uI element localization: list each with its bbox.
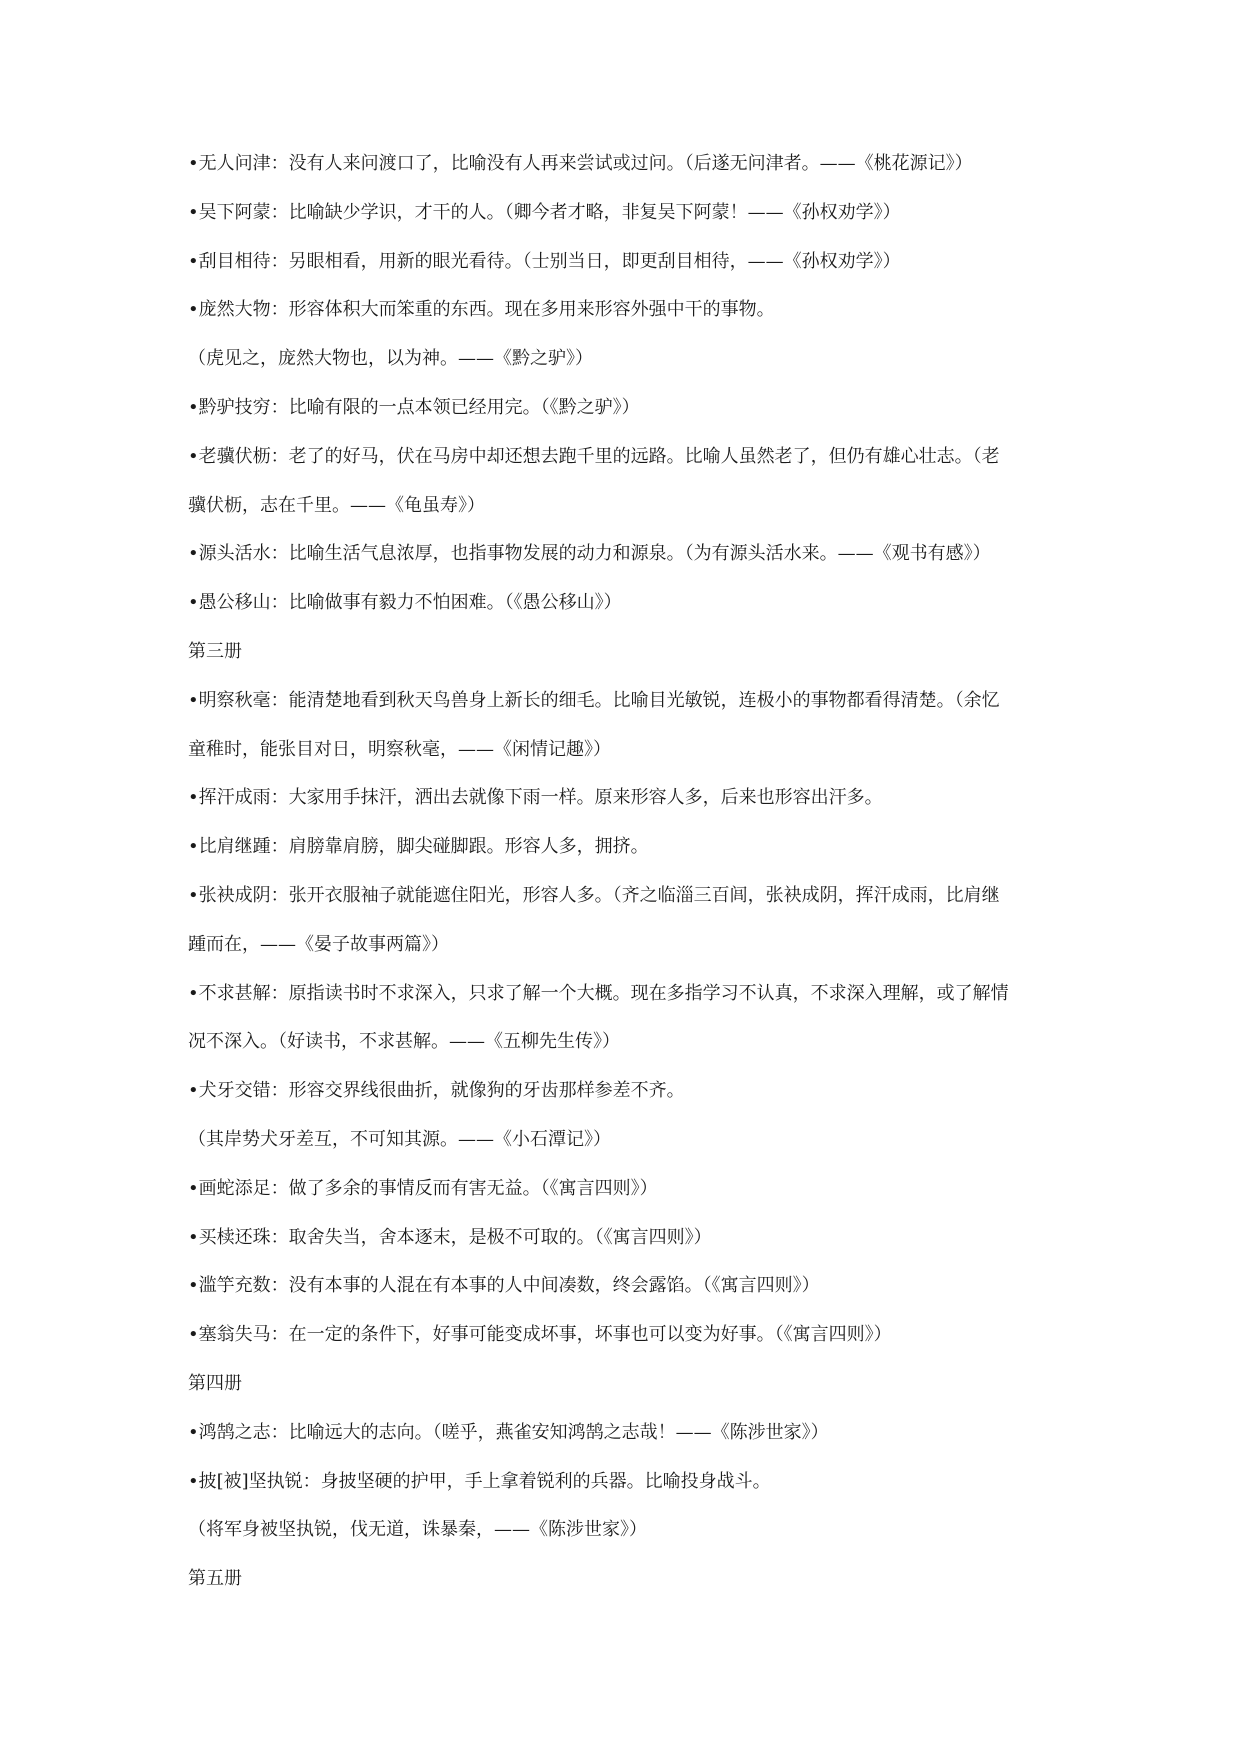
text-line: •老骥伏枥：老了的好马，伏在马房中却还想去跑千里的远路。比喻人虽然老了，但仍有雄心壮志。（老	[188, 445, 1000, 467]
text-line: •无人问津：没有人来问渡口了，比喻没有人再来尝试或过问。（后遂无问津者。——《桃花源记》）	[188, 153, 973, 174]
text-line: •犬牙交错：形容交界线很曲折，就像狗的牙齿那样参差不齐。	[188, 1080, 685, 1102]
text-line: •塞翁失马：在一定的条件下，好事可能变成坏事，坏事也可以变为好事。（《寓言四则》）	[188, 1324, 892, 1346]
text-line: •庞然大物：形容体积大而笨重的东西。现在多用来形容外强中干的事物。	[188, 299, 775, 321]
text-line: •不求甚解：原指读书时不求深入，只求了解一个大概。现在多指学习不认真，不求深入理解，或了解情	[188, 982, 1009, 1004]
text-line: •披[被]坚执锐：身披坚硬的护甲，手上拿着锐利的兵器。比喻投身战斗。	[188, 1470, 771, 1492]
text-line: •明察秋毫：能清楚地看到秋天鸟兽身上新长的细毛。比喻目光敏锐，连极小的事物都看得清楚。（余忆	[188, 689, 1000, 711]
document-body	[188, 150, 1068, 1614]
text-line: •吴下阿蒙：比喻缺少学识，才干的人。（卿今者才略，非复吴下阿蒙！——《孙权劝学》）	[188, 201, 901, 223]
text-line: •黔驴技穷：比喻有限的一点本领已经用完。（《黔之驴》）	[188, 396, 640, 418]
text-line: （其岸势犬牙差互，不可知其源。——《小石潭记》）	[188, 1128, 611, 1150]
text-line: （虎见之，庞然大物也，以为神。——《黔之驴》）	[188, 348, 593, 370]
text-line: •愚公移山：比喻做事有毅力不怕困难。（《愚公移山》）	[188, 592, 622, 614]
text-line: 踵而在，——《晏子故事两篇》）	[188, 933, 449, 955]
text-line: •滥竽充数：没有本事的人混在有本事的人中间凑数，终会露馅。（《寓言四则》）	[188, 1275, 820, 1297]
text-line: •比肩继踵：肩膀靠肩膀，脚尖碰脚跟。形容人多，拥挤。	[188, 836, 649, 858]
text-line: 童稚时，能张目对日，明察秋毫，——《闲情记趣》）	[188, 738, 611, 760]
text-line: •张袂成阴：张开衣服袖子就能遮住阳光，形容人多。（齐之临淄三百闾，张袂成阴，挥汗成雨，比肩继	[188, 884, 1000, 906]
text-line: 况不深入。（好读书，不求甚解。——《五柳先生传》）	[188, 1031, 620, 1053]
text-line: •鸿鹄之志：比喻远大的志向。（嗟乎，燕雀安知鸿鹄之志哉！——《陈涉世家》）	[188, 1421, 829, 1443]
section-heading: 第五册	[188, 1568, 242, 1590]
text-line: •刮目相待：另眼相看，用新的眼光看待。（士别当日，即更刮目相待，——《孙权劝学》）	[188, 250, 901, 272]
text-line: 骥伏枥，志在千里。——《龟虽寿》）	[188, 494, 485, 516]
text-line: （将军身被坚执锐，伐无道，诛暴秦，——《陈涉世家》）	[188, 1519, 647, 1541]
text-line: •挥汗成雨：大家用手抹汗，洒出去就像下雨一样。原来形容人多，后来也形容出汗多。	[188, 787, 883, 809]
text-line: •买椟还珠：取舍失当，舍本逐末，是极不可取的。（《寓言四则》）	[188, 1226, 712, 1248]
section-heading: 第四册	[188, 1372, 242, 1394]
text-line: •源头活水：比喻生活气息浓厚，也指事物发展的动力和源泉。（为有源头活水来。——《观书有感》）	[188, 543, 991, 565]
text-line: •画蛇添足：做了多余的事情反而有害无益。（《寓言四则》）	[188, 1177, 658, 1199]
section-heading: 第三册	[188, 640, 242, 662]
